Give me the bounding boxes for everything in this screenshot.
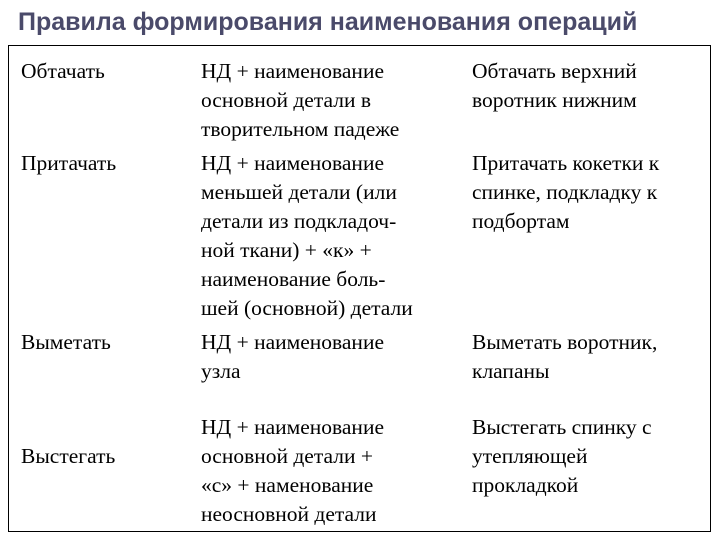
operation-cell: Обтачать [21, 59, 105, 83]
page-title: Правила формирования наименования операций [18, 8, 638, 36]
operations-table [8, 45, 711, 532]
rule-cell: НД + наименование меньшей детали (или детали из подкладоч- ной ткани) + «к» + наименование боль- шей (основной) детали [201, 151, 413, 320]
operation-cell: Выметать [21, 330, 111, 354]
operation-cell: Притачать [21, 151, 117, 175]
rule-cell: НД + наименование основной детали + «с» + наменование неосновной детали [201, 415, 384, 526]
rule-cell: НД + наименование узла [201, 330, 384, 383]
operation-cell: Выстегать [21, 444, 116, 468]
example-cell: Выметать воротник, клапаны [472, 330, 658, 383]
example-cell: Обтачать верхний воротник нижним [472, 59, 637, 112]
rule-cell: НД + наименование основной детали в творительном падеже [201, 59, 400, 141]
example-cell: Выстегать спинку с утепляющей прокладкой [472, 415, 652, 497]
example-cell: Притачать кокетки к спинке, подкладку к подбортам [472, 151, 660, 233]
